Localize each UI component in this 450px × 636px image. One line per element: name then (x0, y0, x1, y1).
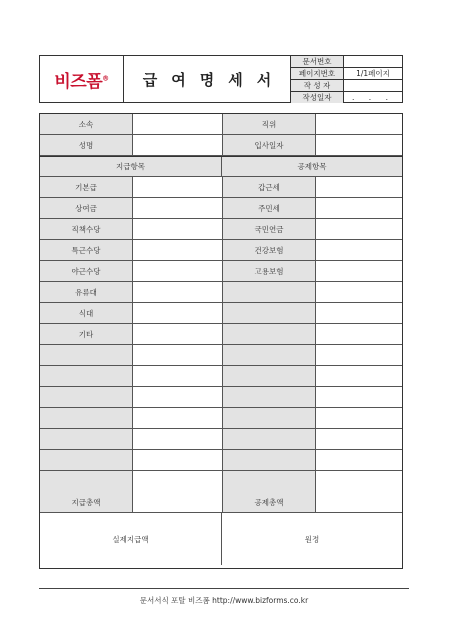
item-row (40, 219, 402, 240)
deduct-item-label (223, 303, 316, 323)
item-row (40, 366, 402, 387)
pay-item-label: 식대 (40, 303, 133, 323)
pay-item-label: 상여금 (40, 198, 133, 218)
pay-item-label: 기본급 (40, 177, 133, 197)
deduct-item-label: 주민세 (223, 198, 316, 218)
deduct-item-value[interactable] (316, 408, 402, 428)
item-row (40, 450, 402, 471)
pay-item-label: 유류대 (40, 282, 133, 302)
meta-row-page-number (291, 68, 402, 80)
pay-item-value[interactable] (133, 198, 223, 218)
pay-item-label: 야근수당 (40, 261, 133, 281)
deduct-item-label: 건강보험 (223, 240, 316, 260)
position-value[interactable] (316, 114, 402, 134)
item-row (40, 261, 402, 282)
meta-label: 작 성 자 (291, 80, 344, 91)
deduct-item-label (223, 471, 316, 492)
item-row (40, 471, 402, 492)
deduct-item-label (223, 282, 316, 302)
pay-item-label (40, 471, 133, 492)
totals-row (40, 492, 402, 513)
deduct-item-value[interactable] (316, 177, 402, 197)
deduct-item-value[interactable] (316, 240, 402, 260)
pay-item-value[interactable] (133, 471, 223, 492)
deduct-item-label (223, 429, 316, 449)
item-row (40, 198, 402, 219)
pay-item-value[interactable] (133, 177, 223, 197)
document-title: 급여명세서 (142, 70, 286, 89)
deduct-item-label: 국민연금 (223, 219, 316, 239)
deduct-item-value[interactable] (316, 198, 402, 218)
document-header (39, 55, 403, 103)
item-row (40, 177, 402, 198)
meta-row-doc-number (291, 56, 402, 68)
document-meta (291, 56, 402, 102)
meta-label: 문서번호 (291, 56, 344, 67)
deduct-total-label: 공제총액 (223, 492, 316, 512)
pay-item-label (40, 345, 133, 365)
pay-item-label: 기타 (40, 324, 133, 344)
info-row-name (40, 135, 402, 156)
pay-item-value[interactable] (133, 282, 223, 302)
item-row (40, 408, 402, 429)
deduct-item-label (223, 408, 316, 428)
net-pay-label: 실제지급액 (40, 513, 222, 565)
item-row (40, 240, 402, 261)
pay-item-value[interactable] (133, 345, 223, 365)
net-pay-currency[interactable]: 원정 (304, 534, 320, 544)
pay-item-label (40, 429, 133, 449)
deduct-item-value[interactable] (316, 345, 402, 365)
join-date-label: 입사일자 (223, 135, 316, 155)
name-label: 성명 (40, 135, 133, 155)
pay-item-label: 특근수당 (40, 240, 133, 260)
pay-item-label (40, 408, 133, 428)
item-rows (40, 177, 402, 492)
meta-value[interactable] (344, 80, 402, 91)
pay-item-value[interactable] (133, 408, 223, 428)
meta-label: 작성일자 (291, 92, 344, 103)
deduct-item-value[interactable] (316, 282, 402, 302)
pay-item-label (40, 387, 133, 407)
footer-divider (39, 588, 409, 589)
deduct-item-label (223, 366, 316, 386)
deduct-item-value[interactable] (316, 450, 402, 470)
deduct-section-header: 공제항목 (222, 157, 402, 176)
pay-item-value[interactable] (133, 450, 223, 470)
deduct-item-value[interactable] (316, 387, 402, 407)
affiliation-label: 소속 (40, 114, 133, 134)
item-row (40, 429, 402, 450)
net-pay-row (40, 513, 402, 565)
section-header-row (40, 156, 402, 177)
pay-item-value[interactable] (133, 219, 223, 239)
footer-text: 문서서식 포탈 비즈폼 http://www.bizforms.co.kr (139, 596, 309, 605)
deduct-item-label: 갑근세 (223, 177, 316, 197)
deduct-item-value[interactable] (316, 303, 402, 323)
pay-total-value[interactable] (133, 492, 223, 512)
meta-value[interactable] (344, 56, 402, 67)
deduct-item-value[interactable] (316, 324, 402, 344)
deduct-item-label (223, 345, 316, 365)
pay-section-header: 지급항목 (40, 157, 222, 176)
pay-item-value[interactable] (133, 387, 223, 407)
deduct-item-value[interactable] (316, 366, 402, 386)
info-row-affiliation (40, 114, 402, 135)
item-row (40, 324, 402, 345)
pay-item-value[interactable] (133, 240, 223, 260)
item-row (40, 345, 402, 366)
deduct-item-label (223, 324, 316, 344)
pay-item-value[interactable] (133, 366, 223, 386)
title-cell (124, 56, 291, 102)
pay-item-label (40, 366, 133, 386)
pay-item-value[interactable] (133, 429, 223, 449)
payslip-table (39, 113, 403, 569)
deduct-item-label (223, 387, 316, 407)
pay-item-value[interactable] (133, 261, 223, 281)
position-label: 직위 (223, 114, 316, 134)
item-row (40, 282, 402, 303)
pay-item-value[interactable] (133, 303, 223, 323)
meta-value[interactable]: 1/1페이지 (356, 69, 390, 78)
deduct-item-value[interactable] (316, 429, 402, 449)
name-value[interactable] (133, 135, 223, 155)
item-row (40, 303, 402, 324)
pay-item-value[interactable] (133, 324, 223, 344)
pay-total-label: 지급총액 (40, 492, 133, 512)
meta-label: 페이지번호 (291, 68, 344, 79)
join-date-value[interactable] (316, 135, 402, 155)
pay-item-label: 직책수당 (40, 219, 133, 239)
item-row (40, 387, 402, 408)
deduct-item-label: 고용보험 (223, 261, 316, 281)
meta-row-date (291, 92, 402, 103)
pay-item-label (40, 450, 133, 470)
deduct-item-label (223, 450, 316, 470)
affiliation-value[interactable] (133, 114, 223, 134)
deduct-item-value[interactable] (316, 219, 402, 239)
meta-value[interactable]: . . . (352, 93, 394, 102)
deduct-item-value[interactable] (316, 261, 402, 281)
logo-cell (40, 56, 124, 102)
meta-row-author (291, 80, 402, 92)
deduct-item-value[interactable] (316, 471, 402, 492)
deduct-total-value[interactable] (316, 492, 402, 512)
bizforms-logo: 비즈폼® (54, 71, 109, 92)
